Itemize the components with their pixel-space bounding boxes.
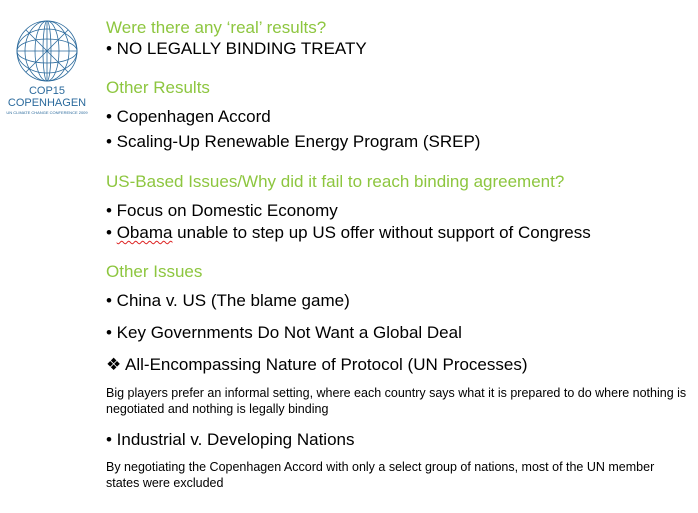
heading-other-issues: Other Issues [106, 262, 203, 281]
bullet-srep: • Scaling-Up Renewable Energy Program (SREP) [106, 132, 481, 151]
logo-cop15: COP15 [28, 85, 66, 97]
note-excluded-states: By negotiating the Copenhagen Accord with only a select group of nations, most of the UN member states were excluded [106, 460, 655, 490]
heading-us-issues: US-Based Issues/Why did it fail to reach binding agreement? [106, 172, 565, 191]
bullet-china-us: • China v. US (The blame game) [106, 291, 350, 310]
bullet-marker: • [106, 223, 117, 242]
cop15-logo [3, 18, 91, 118]
globe-icon [3, 18, 91, 84]
bullet-protocol-nature: ❖ All-Encompassing Nature of Protocol (UN Processes) [106, 355, 528, 374]
bullet-key-governments: • Key Governments Do Not Want a Global Deal [106, 323, 462, 342]
bullet-copenhagen-accord: • Copenhagen Accord [106, 107, 271, 126]
bullet-industrial-developing: • Industrial v. Developing Nations [106, 430, 355, 449]
heading-real-results: Were there any ‘real’ results? [106, 18, 327, 37]
spellcheck-word: Obama [116, 223, 173, 242]
bullet-no-treaty: • NO LEGALLY BINDING TREATY [106, 39, 367, 58]
logo-copenhagen: COPENHAGEN [7, 97, 87, 109]
bullet-domestic-economy: • Focus on Domestic Economy [106, 201, 338, 220]
bullet-obama-congress [106, 223, 591, 243]
note-informal-setting: Big players prefer an informal setting, where each country says what it is prepared to do where nothing is negotiated and nothing is legally binding [106, 386, 687, 416]
bullet-text: unable to step up US offer without support of Congress [172, 223, 591, 242]
logo-subtitle: UN CLIMATE CHANGE CONFERENCE 2009 [6, 110, 88, 115]
heading-other-results: Other Results [106, 78, 210, 97]
